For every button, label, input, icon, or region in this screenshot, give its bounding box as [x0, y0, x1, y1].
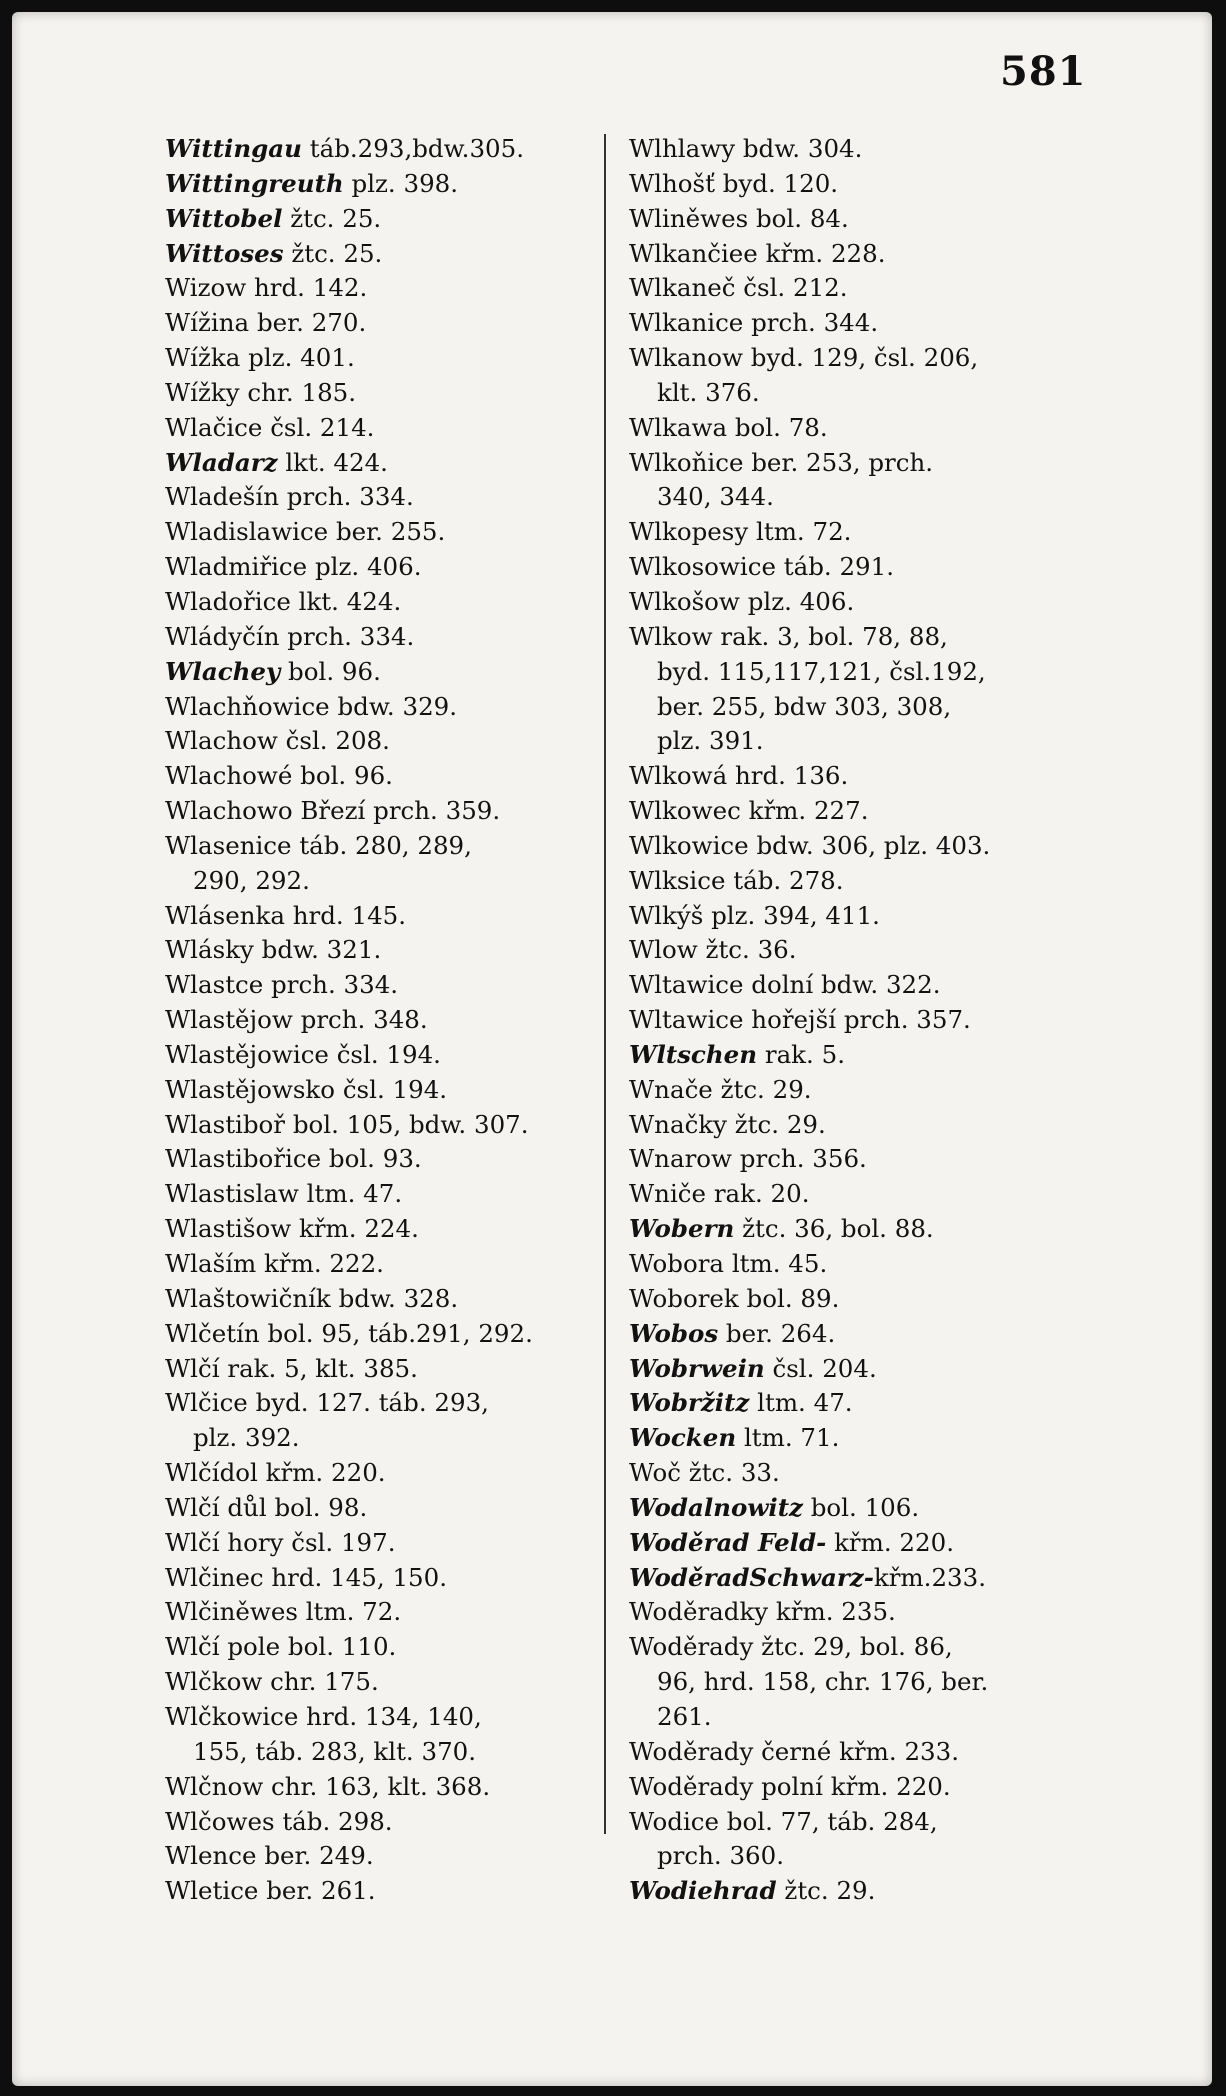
- entry-headword: Wlkýš: [629, 900, 704, 930]
- entry-references: žtc. 29.: [726, 1109, 826, 1139]
- entry-headword: Wladešín: [165, 482, 279, 512]
- entry-headword: Woděradky: [629, 1597, 769, 1627]
- entry-headword: Wlastějowsko: [165, 1074, 336, 1104]
- index-entry: [165, 1491, 615, 1526]
- entry-references: křm. 235.: [768, 1597, 896, 1627]
- entry-references: bol. 96.: [280, 656, 381, 686]
- entry-headword: Wladislawice: [165, 517, 329, 547]
- entry-references: bdw. 329.: [329, 691, 458, 721]
- index-entry: [629, 1735, 1089, 1770]
- index-entry: [165, 237, 615, 272]
- index-entry: [629, 132, 1089, 167]
- entry-references: chr. 163, klt. 368.: [263, 1771, 491, 1801]
- entry-references: lkt. 424.: [290, 586, 402, 616]
- index-entry: [165, 1212, 615, 1247]
- entry-headword: Wnače: [629, 1074, 713, 1104]
- entry-headword: Wittingreuth: [165, 168, 344, 198]
- index-entry: [629, 1491, 1089, 1526]
- entry-references: chr. 175.: [262, 1667, 379, 1697]
- index-entry: [165, 376, 615, 411]
- entry-references: křm. 228.: [757, 238, 886, 268]
- entry-references: táb. 278.: [725, 865, 844, 895]
- entry-references: čsl. 194.: [328, 1039, 441, 1069]
- index-entry: [629, 1874, 1089, 1909]
- index-entry: [629, 829, 1089, 864]
- index-entry: [629, 933, 1089, 968]
- entry-references: žtc. 36.: [697, 935, 797, 965]
- entry-headword: Wnačky: [629, 1109, 727, 1139]
- right-column: [629, 132, 1089, 1909]
- index-entry: [629, 1212, 1089, 1247]
- entry-headword: Wltawice dolní: [629, 970, 814, 1000]
- entry-headword: Wlčkowice: [165, 1701, 299, 1731]
- index-entry: [629, 1456, 1089, 1491]
- entry-headword: Wlčinec: [165, 1562, 264, 1592]
- index-entry: [629, 1630, 1089, 1735]
- index-entry: [629, 202, 1089, 237]
- entry-headword: Woděrady černé: [629, 1736, 832, 1766]
- entry-references: bol. 78.: [727, 412, 828, 442]
- entry-headword: Wlčice: [165, 1388, 248, 1418]
- entry-headword: Wlasenice: [165, 830, 292, 860]
- entry-headword: Wládyčín: [165, 621, 280, 651]
- entry-references: chr. 185.: [239, 377, 357, 407]
- index-entry: [165, 968, 615, 1003]
- entry-references: byd. 129, čsl. 206,: [742, 343, 979, 373]
- entry-headword: Wittingau: [165, 134, 302, 163]
- entry-references: křm. 220.: [826, 1527, 954, 1557]
- entry-references: bdw. 304.: [735, 134, 863, 163]
- entry-references: prch. 334.: [279, 621, 415, 651]
- index-entry: [629, 446, 1089, 516]
- entry-references: ltm. 45.: [724, 1249, 828, 1278]
- entry-continuation: klt. 376.: [657, 377, 760, 407]
- index-entry: [165, 480, 615, 515]
- entry-headword: Wlkow: [629, 621, 713, 651]
- entry-references: bol. 96.: [292, 761, 393, 791]
- index-entry: [165, 899, 615, 934]
- index-entry: [165, 1282, 615, 1317]
- entry-references: křm. 233.: [831, 1736, 960, 1766]
- entry-continuation: 96, hrd. 158, chr. 176, ber.: [657, 1667, 989, 1697]
- index-entry: [629, 759, 1089, 794]
- entry-references: bol. 84.: [748, 203, 849, 233]
- entry-references: prch. 356.: [732, 1144, 867, 1174]
- entry-references: hrd. 142.: [246, 273, 368, 303]
- entry-continuation: 290, 292.: [193, 865, 310, 895]
- entry-references: ber. 270.: [249, 308, 367, 338]
- entry-headword: WoděradSchwarz-: [629, 1562, 874, 1592]
- entry-headword: Wladarz: [165, 447, 278, 477]
- entry-references: ltm. 47.: [749, 1388, 853, 1418]
- entry-references: bol. 95, táb.291, 292.: [259, 1318, 533, 1348]
- entry-continuation: 340, 344.: [657, 482, 774, 512]
- entry-references: ber. 261.: [258, 1876, 376, 1906]
- index-entry: [165, 1630, 615, 1665]
- entry-references: žtc. 29.: [776, 1876, 876, 1906]
- index-entry: [629, 1003, 1089, 1038]
- index-entry: [629, 1038, 1089, 1073]
- index-entry: [629, 1142, 1089, 1177]
- entry-references: křm. 227.: [740, 796, 869, 826]
- entry-headword: Wlásenka: [165, 900, 285, 930]
- entry-references: čsl. 208.: [277, 726, 390, 756]
- entry-references: hrd. 145.: [284, 900, 407, 930]
- entry-references: křm. 224.: [291, 1214, 419, 1244]
- index-entry: [165, 1595, 615, 1630]
- entry-headword: Wlence: [165, 1841, 257, 1871]
- index-entry: [165, 132, 615, 167]
- entry-headword: Wížina: [165, 308, 250, 338]
- entry-continuation: plz. 391.: [657, 726, 764, 756]
- entry-references: bol. 89.: [738, 1283, 840, 1313]
- entry-references: plz. 401.: [240, 343, 355, 373]
- entry-references: ltm. 72.: [297, 1597, 402, 1627]
- entry-headword: Wlkanice: [629, 308, 744, 338]
- index-entry: [165, 411, 615, 446]
- index-entry: [629, 1317, 1089, 1352]
- entry-references: rak. 3, bol. 78, 88,: [712, 621, 948, 651]
- entry-headword: Wížky: [165, 377, 240, 407]
- entry-headword: Wizow: [165, 273, 247, 303]
- index-entry: [629, 550, 1089, 585]
- entry-headword: Wladořice: [165, 586, 291, 616]
- entry-headword: Wlastišow: [165, 1214, 292, 1244]
- entry-references: ber. 253, prch.: [743, 447, 934, 477]
- index-entry: [165, 306, 615, 341]
- entry-references: žtc. 29, bol. 86,: [753, 1632, 953, 1662]
- index-entry: [165, 1317, 615, 1352]
- entry-headword: Wlčiněwes: [165, 1597, 298, 1627]
- entry-continuation: ber. 255, bdw 303, 308,: [657, 691, 952, 721]
- index-entry: [165, 829, 615, 899]
- entry-references: byd. 120.: [714, 168, 839, 198]
- entry-headword: Wlkanow: [629, 343, 743, 373]
- entry-references: plz. 394, 411.: [703, 900, 880, 930]
- entry-references: čsl. 197.: [283, 1527, 396, 1557]
- index-entry: [629, 1561, 1089, 1596]
- entry-references: prch. 344.: [743, 308, 879, 338]
- entry-references: lkt. 424.: [277, 447, 388, 477]
- index-entry: [165, 759, 615, 794]
- index-entry: [165, 1874, 615, 1909]
- index-entry: [165, 585, 615, 620]
- index-entry: [629, 585, 1089, 620]
- index-entry: [629, 515, 1089, 550]
- index-entry: [165, 1386, 615, 1456]
- entry-headword: Wlkawa: [629, 412, 728, 442]
- entry-continuation: plz. 392.: [193, 1423, 300, 1453]
- entry-references: křm.233.: [873, 1562, 987, 1592]
- entry-headword: Wladmiřice: [165, 552, 308, 582]
- entry-headword: Wniče: [629, 1179, 707, 1209]
- entry-references: táb. 280, 289,: [291, 830, 472, 860]
- index-entry: [165, 1038, 615, 1073]
- entry-headword: Wlow: [629, 935, 698, 965]
- entry-references: bdw. 306, plz. 403.: [748, 830, 991, 860]
- entry-references: prch. 334.: [279, 482, 414, 512]
- entry-headword: Wlachow: [165, 726, 278, 756]
- index-entry: [165, 933, 615, 968]
- index-entry: [629, 899, 1089, 934]
- index-entry: [629, 1526, 1089, 1561]
- index-entry: [629, 1073, 1089, 1108]
- left-column: [165, 132, 615, 1909]
- entry-headword: Wlkančiee: [629, 238, 758, 268]
- entry-references: bdw. 328.: [330, 1283, 459, 1313]
- entry-headword: Woborek: [629, 1283, 739, 1313]
- entry-references: žtc. 29.: [712, 1074, 812, 1104]
- entry-references: hrd. 145, 150.: [263, 1562, 448, 1592]
- entry-headword: Wlastibořice: [165, 1144, 322, 1174]
- entry-references: plz. 406.: [739, 586, 855, 616]
- index-entry: [165, 446, 615, 481]
- index-entry: [629, 1770, 1089, 1805]
- entry-references: prch. 359.: [365, 796, 501, 826]
- entry-references: ltm. 47.: [298, 1179, 403, 1209]
- entry-headword: Wlkowá: [629, 761, 728, 791]
- entry-references: prch. 334.: [263, 970, 399, 1000]
- entry-continuation: 155, táb. 283, klt. 370.: [193, 1736, 477, 1766]
- entry-headword: Wlachowé: [165, 761, 293, 791]
- entry-headword: Wlkaneč: [629, 273, 736, 303]
- index-entry: [629, 1247, 1089, 1282]
- index-entry: [165, 690, 615, 725]
- index-entry: [629, 1595, 1089, 1630]
- index-entry: [165, 341, 615, 376]
- entry-headword: Wlachowo Březí: [165, 796, 366, 826]
- entry-continuation: prch. 360.: [657, 1841, 785, 1871]
- entry-continuation: byd. 115,117,121, čsl.192,: [657, 656, 986, 686]
- entry-references: ber. 255.: [328, 517, 446, 547]
- entry-references: ltm. 71.: [736, 1423, 840, 1453]
- index-entry: [165, 620, 615, 655]
- index-entry: [165, 271, 615, 306]
- index-entry: [165, 1526, 615, 1561]
- entry-references: hrd. 136.: [727, 761, 849, 791]
- entry-references: čsl. 212.: [735, 273, 848, 303]
- index-entry: [629, 1282, 1089, 1317]
- index-entry: [165, 1561, 615, 1596]
- entry-references: bol. 105, bdw. 307.: [285, 1109, 529, 1139]
- index-entry: [165, 1247, 615, 1282]
- entry-headword: Wlkowec: [629, 796, 741, 826]
- index-entry: [165, 1073, 615, 1108]
- entry-headword: Wlachňowice: [165, 691, 330, 721]
- entry-headword: Wobos: [629, 1318, 719, 1348]
- entry-headword: Wlčkow: [165, 1667, 263, 1697]
- entry-references: žtc. 25.: [282, 203, 382, 233]
- entry-headword: Wliněwes: [629, 203, 749, 233]
- entry-headword: Wletice: [165, 1876, 259, 1906]
- entry-headword: Wittoses: [165, 238, 284, 268]
- entry-references: křm. 222.: [256, 1249, 384, 1278]
- entry-headword: Wobržitz: [629, 1388, 750, 1418]
- index-entry: [165, 1177, 615, 1212]
- index-entry: [629, 341, 1089, 411]
- entry-references: bdw. 322.: [813, 970, 941, 1000]
- entry-headword: Wlkošow: [629, 586, 740, 616]
- entry-references: plz. 398.: [343, 168, 459, 198]
- index-entry: [165, 1352, 615, 1387]
- index-entry: [629, 1421, 1089, 1456]
- entry-references: čsl. 214.: [262, 412, 375, 442]
- index-entry: [165, 1142, 615, 1177]
- entry-headword: Wlastiboř: [165, 1109, 286, 1139]
- entry-references: bol. 77, táb. 284,: [719, 1806, 938, 1836]
- entry-headword: Wlastislaw: [165, 1179, 299, 1209]
- entry-headword: Wlačice: [165, 412, 263, 442]
- index-entry: [165, 202, 615, 237]
- book-page: [12, 12, 1212, 2086]
- entry-references: bol. 106.: [802, 1492, 920, 1522]
- entry-references: prch. 357.: [836, 1005, 971, 1035]
- entry-headword: Wlčowes: [165, 1806, 275, 1836]
- index-entry: [165, 1456, 615, 1491]
- index-entry: [165, 1665, 615, 1700]
- entry-headword: Wlčí pole: [165, 1632, 281, 1662]
- entry-headword: Wlkopesy: [629, 517, 749, 547]
- entry-headword: Woděrad Feld-: [629, 1527, 827, 1557]
- entry-headword: Wnarow: [629, 1144, 733, 1174]
- entry-references: čsl. 194.: [335, 1074, 448, 1104]
- index-entry: [629, 167, 1089, 202]
- entry-references: táb. 291.: [775, 552, 895, 582]
- entry-references: žtc. 25.: [283, 238, 383, 268]
- entry-references: táb.293,bdw.305.: [301, 134, 524, 163]
- entry-references: prch. 348.: [292, 1005, 428, 1035]
- entry-references: ber. 249.: [256, 1841, 374, 1871]
- index-entry: [629, 1805, 1089, 1875]
- entry-headword: Wobrwein: [629, 1353, 765, 1383]
- entry-headword: Wlčetín: [165, 1318, 260, 1348]
- entry-headword: Wlčnow: [165, 1771, 264, 1801]
- index-entry: [629, 411, 1089, 446]
- entry-references: žtc. 36, bol. 88.: [734, 1214, 934, 1244]
- entry-references: rak. 5, klt. 385.: [219, 1353, 418, 1383]
- entry-headword: Wlkowice: [629, 830, 749, 860]
- index-entry: [165, 724, 615, 759]
- entry-headword: Wlčídol: [165, 1458, 258, 1488]
- index-entry: [165, 1839, 615, 1874]
- entry-headword: Wlaštowičník: [165, 1283, 331, 1313]
- entry-references: bdw. 321.: [253, 935, 382, 965]
- entry-headword: Wlachey: [165, 656, 281, 686]
- entry-references: bol. 110.: [280, 1632, 397, 1662]
- index-entry: [629, 1177, 1089, 1212]
- index-entry: [165, 1700, 615, 1770]
- entry-headword: Wlčí důl: [165, 1492, 267, 1522]
- entry-headword: Wobern: [629, 1214, 735, 1244]
- entry-continuation: 261.: [657, 1701, 712, 1731]
- index-entry: [165, 1108, 615, 1143]
- entry-references: křm. 220.: [257, 1458, 386, 1488]
- entry-headword: Wltschen: [629, 1039, 758, 1069]
- entry-headword: Woč: [629, 1458, 681, 1488]
- entry-headword: Wlčí hory: [165, 1527, 284, 1557]
- entry-headword: Wlksice: [629, 865, 726, 895]
- index-entry: [629, 1108, 1089, 1143]
- entry-headword: Wittobel: [165, 203, 283, 233]
- entry-headword: Wlastějow: [165, 1005, 293, 1035]
- index-entry: [165, 1805, 615, 1840]
- entry-references: bol. 93.: [321, 1144, 422, 1174]
- entry-headword: Wlastce: [165, 970, 264, 1000]
- entry-headword: Wodiehrad: [629, 1876, 777, 1906]
- entry-references: byd. 127. táb. 293,: [247, 1388, 489, 1418]
- entry-headword: Wlastějowice: [165, 1039, 329, 1069]
- index-entry: [629, 794, 1089, 829]
- entry-headword: Woděrady: [629, 1632, 754, 1662]
- entry-headword: Wlkoňice: [629, 447, 744, 477]
- entry-headword: Wltawice hořejší: [629, 1005, 837, 1035]
- index-entry: [165, 655, 615, 690]
- entry-references: plz. 406.: [307, 552, 422, 582]
- entry-references: čsl. 204.: [764, 1353, 877, 1383]
- entry-references: rak. 20.: [706, 1179, 810, 1209]
- entry-headword: Wlčí: [165, 1353, 220, 1383]
- index-entry: [629, 1352, 1089, 1387]
- entry-headword: Wížka: [165, 343, 241, 373]
- entry-headword: Wocken: [629, 1423, 737, 1453]
- entry-headword: Wobora: [629, 1249, 725, 1278]
- entry-references: ber. 264.: [718, 1318, 836, 1348]
- entry-headword: Wlásky: [165, 935, 254, 965]
- index-entry: [165, 1003, 615, 1038]
- index-entry: [629, 306, 1089, 341]
- index-entry: [165, 515, 615, 550]
- entry-references: rak. 5.: [757, 1039, 845, 1069]
- index-entry: [629, 271, 1089, 306]
- index-entry: [629, 968, 1089, 1003]
- entry-headword: Wlkosowice: [629, 552, 776, 582]
- index-entry: [629, 1386, 1089, 1421]
- index-entry: [165, 794, 615, 829]
- entry-references: táb. 298.: [274, 1806, 393, 1836]
- entry-headword: Wlaším: [165, 1249, 257, 1278]
- entry-headword: Wlhlawy: [629, 134, 736, 163]
- entry-references: žtc. 33.: [681, 1458, 780, 1488]
- index-entry: [629, 864, 1089, 899]
- entry-headword: Wodalnowitz: [629, 1492, 803, 1522]
- entry-references: křm. 220.: [822, 1771, 951, 1801]
- entry-headword: Wlhošť: [629, 168, 715, 198]
- entry-references: ltm. 72.: [748, 517, 852, 547]
- entry-references: bol. 98.: [266, 1492, 368, 1522]
- index-entry: [165, 550, 615, 585]
- entry-headword: Wodice: [629, 1806, 720, 1836]
- index-entry: [629, 237, 1089, 272]
- entry-headword: Woděrady polní: [629, 1771, 823, 1801]
- entry-references: hrd. 134, 140,: [298, 1701, 482, 1731]
- index-entry: [629, 620, 1089, 759]
- index-entry: [165, 167, 615, 202]
- page-number: 581: [1000, 48, 1087, 95]
- index-entry: [165, 1770, 615, 1805]
